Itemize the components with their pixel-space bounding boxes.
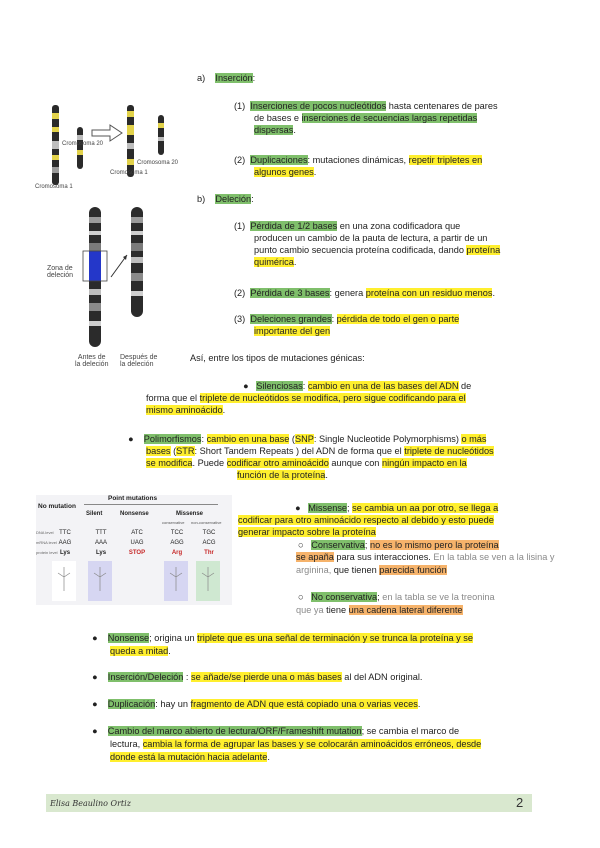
intro-text: Así, entre los tipos de mutaciones génicas:	[190, 353, 365, 363]
deletion-figure	[45, 205, 175, 355]
chromosome-before-icon	[89, 207, 101, 347]
chromosome-1-icon	[52, 105, 59, 185]
section-a-heading: a) Inserción:	[197, 73, 256, 83]
chromosome-20-mutated-icon	[158, 115, 164, 155]
mutation-table-figure: No mutation Point mutations Silent Nonsense Missense conservative non-conservative DNA level mRNA level protein level TTC AAG Lys TTT AAA Lys ATC UAG STOP TCC AGG Arg TGC ACG Thr	[36, 495, 232, 605]
footer-author: Elisa Beaulino Ortiz	[50, 799, 131, 808]
chromosome-20-icon	[77, 127, 83, 169]
section-b-heading: b) Deleción:	[197, 194, 254, 204]
arrow-right-icon	[92, 125, 122, 141]
chromosome-1-mutated-icon	[127, 105, 134, 177]
page-number: 2	[516, 795, 524, 810]
insertion-figure	[30, 95, 195, 195]
chromosome-after-icon	[131, 207, 143, 317]
